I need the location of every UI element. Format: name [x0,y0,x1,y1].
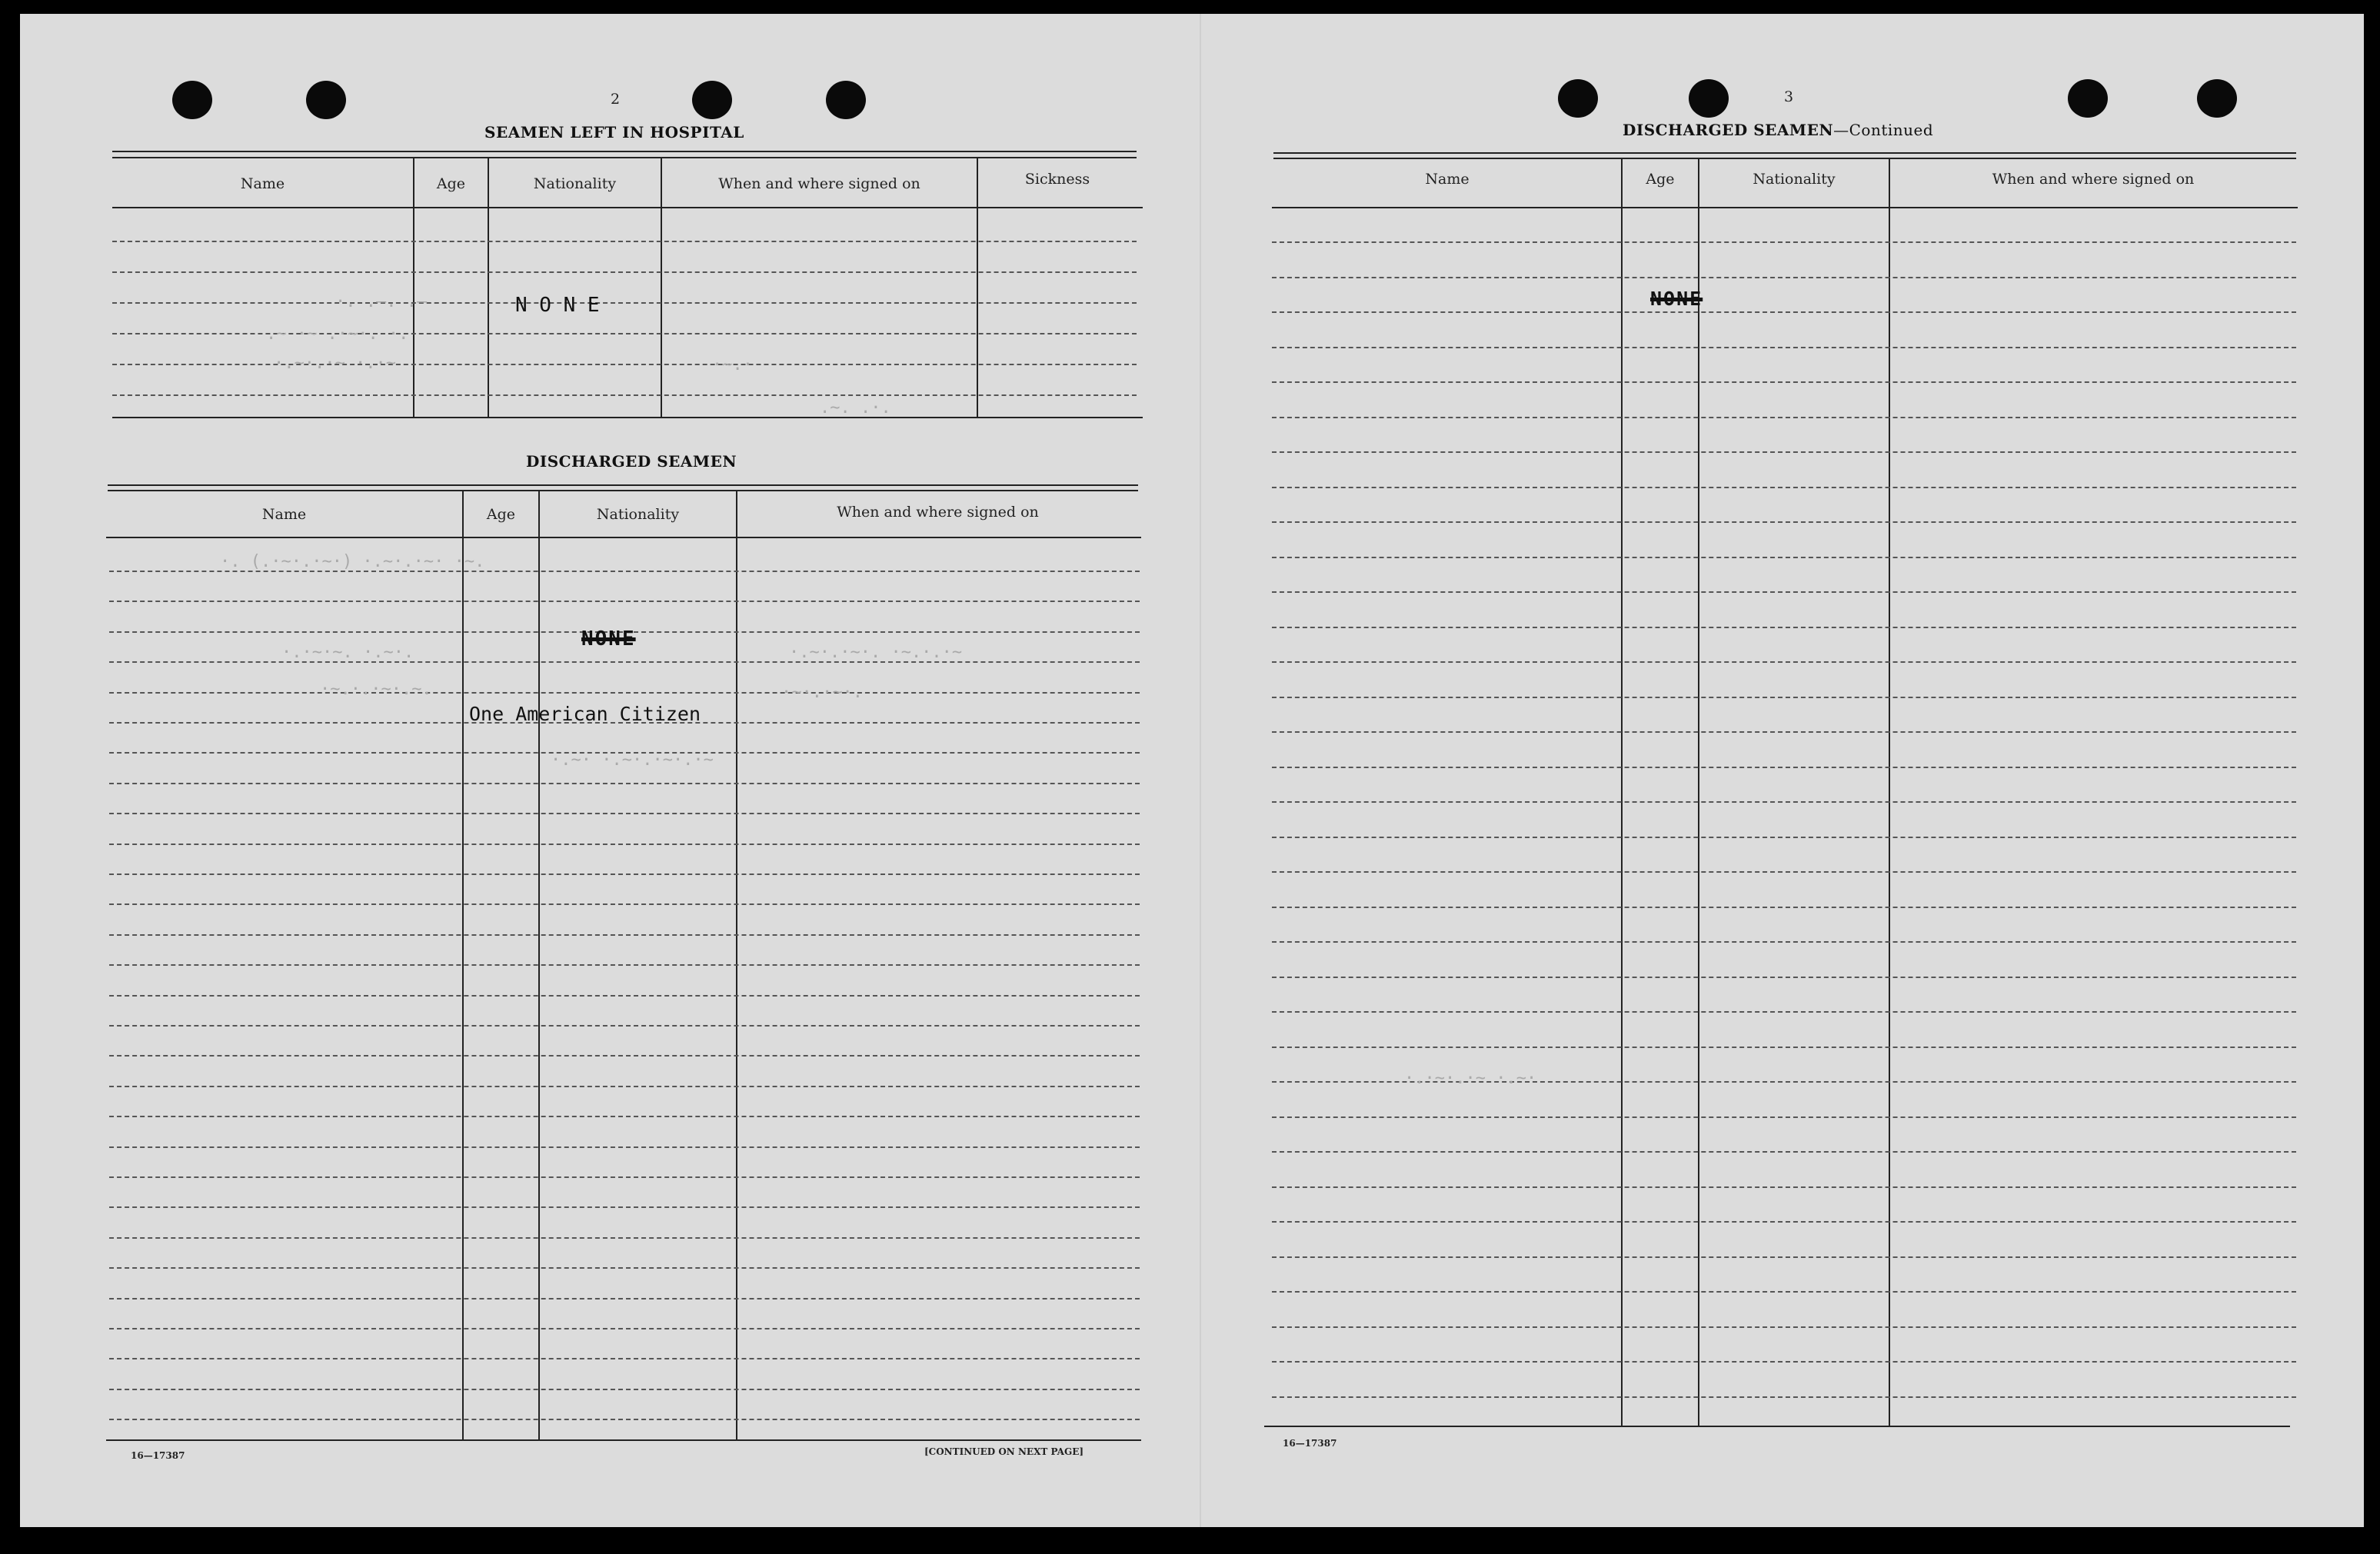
ruled-row-line [109,903,1140,905]
bleed-through-text: ·. (.·~·.·~·) ·.~·.·~· ·~. [220,552,485,571]
punch-hole [2197,79,2237,118]
column-header: Age [1646,171,1675,188]
ruled-row-line [1272,347,2296,348]
ruled-row-line [1272,1326,2296,1328]
ruled-row-line [1272,907,2296,908]
page-number: 3 [1784,88,1794,105]
ruled-row-line [109,1358,1140,1359]
ruled-row-line [1272,557,2296,558]
ruled-row-line [1272,1011,2296,1013]
ruled-row-line [1272,837,2296,838]
ruled-row-line [1272,451,2296,453]
page-fold [1200,14,1201,1527]
ruled-row-line [109,964,1140,966]
ruled-row-line [109,1389,1140,1390]
ruled-row-line [109,1237,1140,1239]
ruled-row-line [1272,1047,2296,1048]
ruled-row-line [1272,1361,2296,1363]
bleed-through-text: ·. .—. .— [335,292,428,311]
continued-note: [CONTINUED ON NEXT PAGE] [924,1446,1084,1457]
hospital-section-title: SEAMEN LEFT IN HOSPITAL [484,123,744,141]
punch-hole [1558,79,1598,118]
ruled-row-line [1272,941,2296,943]
ruled-row-line [109,601,1140,602]
column-header: When and where signed on [837,504,1039,521]
ruled-row-line [1272,767,2296,768]
page-number: 2 [611,91,621,108]
form-number: 16—17387 [131,1450,185,1461]
punch-hole [826,81,866,119]
column-header: Nationality [1753,171,1836,188]
ruled-row-line [1272,591,2296,593]
punch-hole [306,81,346,119]
ruled-row-line [1272,521,2296,523]
document-sheet [20,14,2364,1527]
punch-hole [1689,79,1729,118]
ruled-row-line [1272,277,2296,278]
bleed-through-text: ·.·~·.·~ ·.~· [1404,1069,1537,1088]
ruled-row-line [1272,627,2296,628]
ruled-row-line [1272,487,2296,488]
ruled-row-line [1272,1291,2296,1293]
ruled-row-line [109,1328,1140,1329]
punch-hole [2068,79,2108,118]
typed-none-entry: N O N E [515,294,600,317]
ruled-row-line [109,1267,1140,1269]
bleed-through-text: ·~.· [712,355,753,374]
ruled-row-line [109,995,1140,997]
typed-citizen-entry: One American Citizen [469,703,701,725]
ruled-row-line [1272,731,2296,733]
ruled-row-line [109,1086,1140,1087]
ruled-row-line [109,1419,1140,1420]
ruled-row-line [1272,381,2296,383]
form-number: 16—17387 [1283,1438,1337,1449]
bleed-through-text: ·.~·.·~ ·.·~ [274,354,396,373]
ruled-row-line [109,692,1140,694]
title-main: DISCHARGED SEAMEN [1623,121,1834,139]
ruled-row-line [1272,1116,2296,1118]
column-header: Name [261,506,307,523]
ruled-row-line [109,844,1140,845]
title-continued: —Continued [1833,121,1934,139]
ruled-row-line [1272,1186,2296,1188]
ruled-row-line [109,1146,1140,1148]
ruled-row-line [1272,1221,2296,1223]
ruled-row-line [109,934,1140,936]
ruled-row-line [1272,417,2296,418]
ruled-row-line [109,813,1140,814]
ruled-row-line [1272,1151,2296,1153]
struck-none-entry: NONE [581,627,636,651]
ruled-row-line [1272,661,2296,663]
ruled-row-line [1272,1396,2296,1398]
discharged-continued-title [1623,121,1933,139]
column-header: Age [486,506,516,523]
punch-hole [172,81,212,119]
ruled-row-line [109,1206,1140,1208]
punch-hole [692,81,732,119]
column-header: Name [240,175,285,192]
ruled-row-line [109,1055,1140,1057]
column-header: Age [436,175,466,192]
ruled-row-line [109,783,1140,784]
ruled-row-line [1272,697,2296,698]
struck-none-entry: NONE [1650,288,1703,310]
ruled-row-line [1272,801,2296,803]
column-header: When and where signed on [1992,171,2195,188]
bleed-through-text: ·~·.·~·. [781,683,863,702]
column-header: Sickness [1024,171,1090,188]
ruled-row-line [109,1025,1140,1027]
bleed-through-text: ·.~·.·~·. ·~.·.·~ [789,643,963,662]
column-header: Nationality [533,175,617,192]
column-header: Nationality [596,506,680,523]
ruled-row-line [1272,977,2296,978]
bleed-through-text: ·.·~·~. ·.~·. [281,643,414,662]
column-header: When and where signed on [718,175,920,192]
ruled-row-line [1272,311,2296,313]
ruled-row-line [109,1116,1140,1117]
discharged-section-title: DISCHARGED SEAMEN [526,452,737,471]
ruled-row-line [109,1176,1140,1178]
bleed-through-text: .~. .·. [820,398,891,418]
ruled-row-line [1272,871,2296,873]
bleed-through-text: ·~.·.·~·.~. [320,680,432,699]
bleed-through-text: ·.~· ·.~·.·~·.·~ [551,750,714,770]
bleed-through-text: .~ ·~ .·~·. ·. [266,324,409,344]
ruled-row-line [1272,241,2296,243]
ruled-row-line [109,661,1140,663]
column-header: Name [1425,171,1470,188]
ruled-row-line [1272,1256,2296,1258]
ruled-row-line [109,1298,1140,1299]
ruled-row-line [109,874,1140,875]
